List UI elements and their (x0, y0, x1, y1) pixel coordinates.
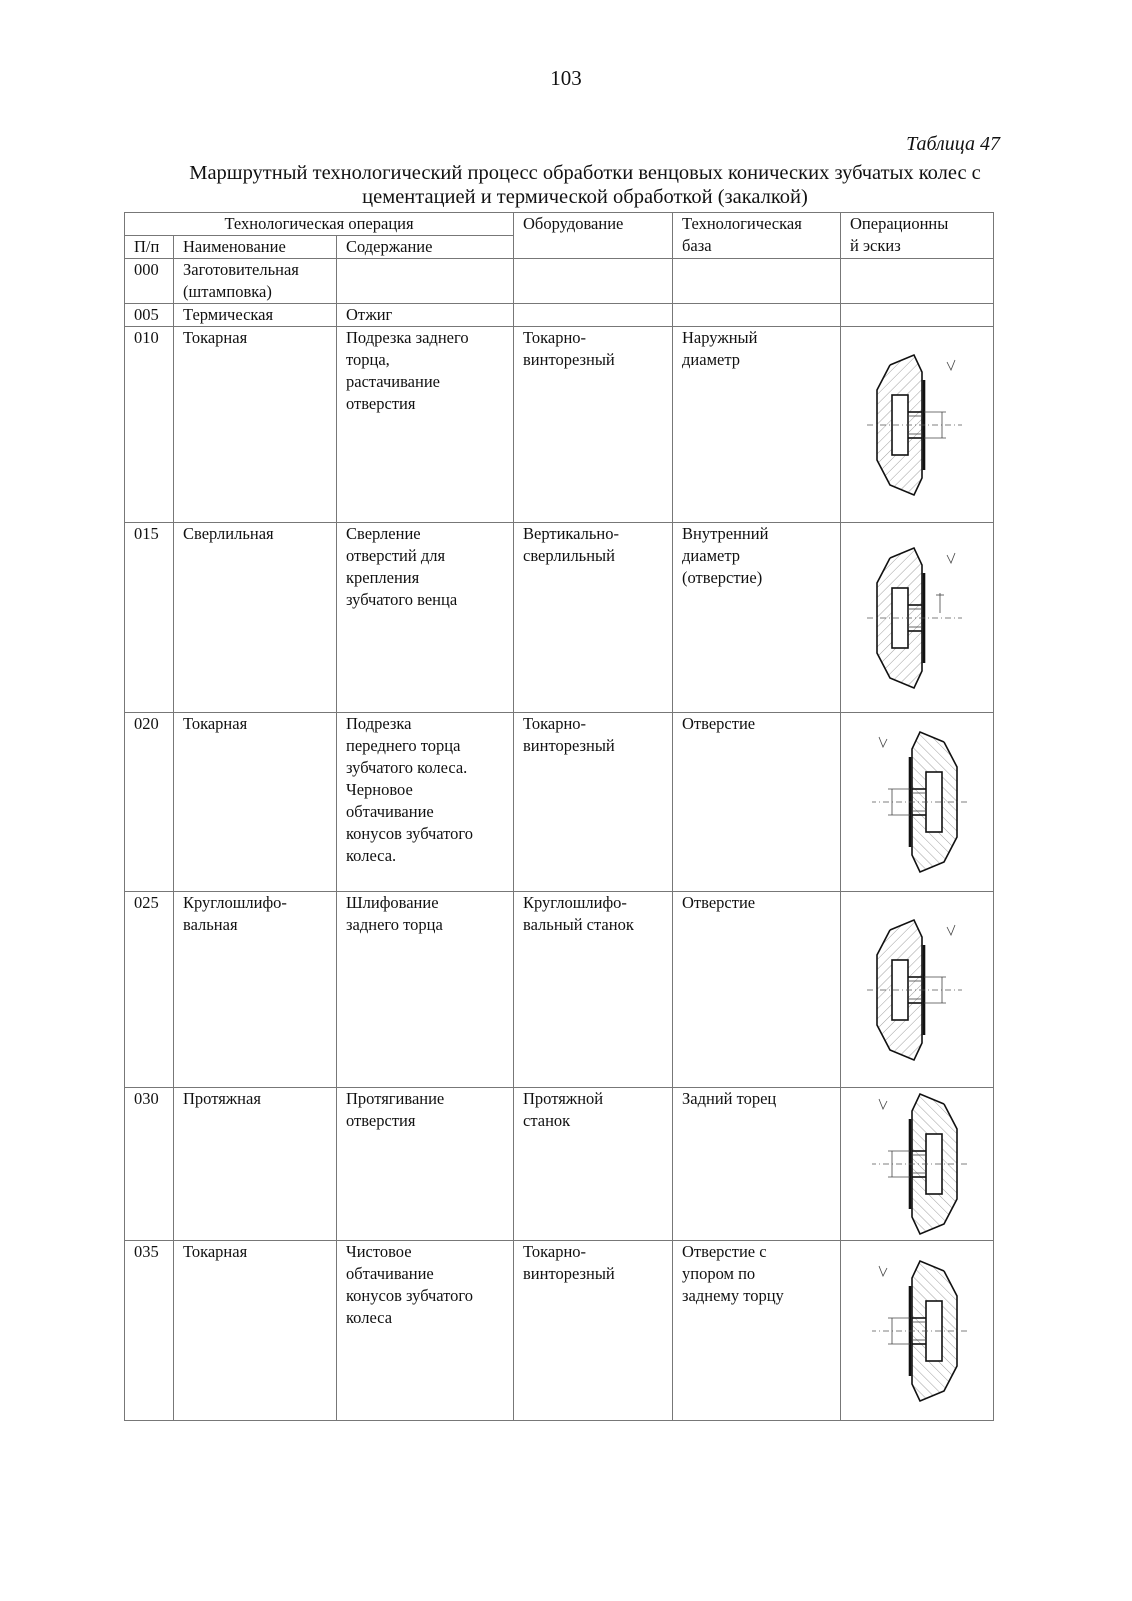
header-content: Содержание (337, 236, 514, 259)
cell-sketch (841, 892, 994, 1088)
table-label: Таблица 47 (906, 133, 1000, 155)
cell-equipment (514, 304, 673, 327)
cell-num: 005 (125, 304, 174, 327)
cell-sketch (841, 259, 994, 304)
header-equipment: Оборудование (514, 213, 673, 259)
table-title: Маршрутный технологический процесс обработки венцовых конических зубчатых колес с цементацией и термической обработкой (закалкой) (189, 162, 981, 208)
cell-base: Отверстие с упором по заднему торцу (673, 1241, 841, 1421)
cell-num: 030 (125, 1088, 174, 1241)
gear-section-sketch-icon (862, 1089, 972, 1239)
cell-base (673, 304, 841, 327)
page-number: 103 (550, 66, 582, 90)
table-row (125, 327, 994, 523)
cell-equipment: Токарно- винторезный (514, 713, 673, 892)
process-table (124, 212, 994, 1421)
cell-name: Протяжная (174, 1088, 337, 1241)
cell-equipment: Вертикально- сверлильный (514, 523, 673, 713)
table-row (125, 304, 994, 327)
cell-base: Внутренний диаметр (отверстие) (673, 523, 841, 713)
table-row (125, 523, 994, 713)
cell-base: Наружный диаметр (673, 327, 841, 523)
cell-sketch (841, 1241, 994, 1421)
gear-section-sketch-icon (862, 915, 972, 1065)
cell-name: Термическая (174, 304, 337, 327)
cell-content (337, 259, 514, 304)
cell-content: Чистовое обтачивание конусов зубчатого колеса (337, 1241, 514, 1421)
gear-section-sketch-icon (862, 350, 972, 500)
table-row (125, 259, 994, 304)
cell-base (673, 259, 841, 304)
cell-name: Токарная (174, 327, 337, 523)
cell-sketch (841, 1088, 994, 1241)
cell-base: Отверстие (673, 713, 841, 892)
cell-name: Заготовительная (штамповка) (174, 259, 337, 304)
cell-equipment (514, 259, 673, 304)
cell-num: 025 (125, 892, 174, 1088)
cell-name: Сверлильная (174, 523, 337, 713)
cell-sketch (841, 523, 994, 713)
header-operation-group: Технологическая операция (125, 213, 514, 236)
cell-num: 000 (125, 259, 174, 304)
table-row (125, 713, 994, 892)
cell-name: Токарная (174, 713, 337, 892)
cell-num: 020 (125, 713, 174, 892)
cell-content: Подрезка переднего торца зубчатого колеса. Черновое обтачивание конусов зубчатого колеса. (337, 713, 514, 892)
table-row (125, 1088, 994, 1241)
cell-num: 015 (125, 523, 174, 713)
cell-name: Токарная (174, 1241, 337, 1421)
cell-equipment: Токарно- винторезный (514, 327, 673, 523)
cell-equipment: Круглошлифо- вальный станок (514, 892, 673, 1088)
gear-section-sketch-icon (862, 727, 972, 877)
table-row (125, 892, 994, 1088)
cell-num: 035 (125, 1241, 174, 1421)
cell-content: Протягивание отверстия (337, 1088, 514, 1241)
cell-sketch (841, 713, 994, 892)
cell-content: Сверление отверстий для крепления зубчатого венца (337, 523, 514, 713)
cell-sketch (841, 327, 994, 523)
header-sketch: Операционны й эскиз (841, 213, 994, 259)
cell-equipment: Протяжной станок (514, 1088, 673, 1241)
cell-equipment: Токарно- винторезный (514, 1241, 673, 1421)
cell-content: Отжиг (337, 304, 514, 327)
cell-sketch (841, 304, 994, 327)
header-base: Технологическая база (673, 213, 841, 259)
cell-content: Шлифование заднего торца (337, 892, 514, 1088)
cell-num: 010 (125, 327, 174, 523)
table-row (125, 1241, 994, 1421)
gear-section-sketch-icon (862, 543, 972, 693)
gear-section-sketch-icon (862, 1256, 972, 1406)
header-name: Наименование (174, 236, 337, 259)
cell-name: Круглошлифо- вальная (174, 892, 337, 1088)
header-num: П/п (125, 236, 174, 259)
cell-base: Отверстие (673, 892, 841, 1088)
cell-content: Подрезка заднего торца, растачивание отверстия (337, 327, 514, 523)
cell-base: Задний торец (673, 1088, 841, 1241)
